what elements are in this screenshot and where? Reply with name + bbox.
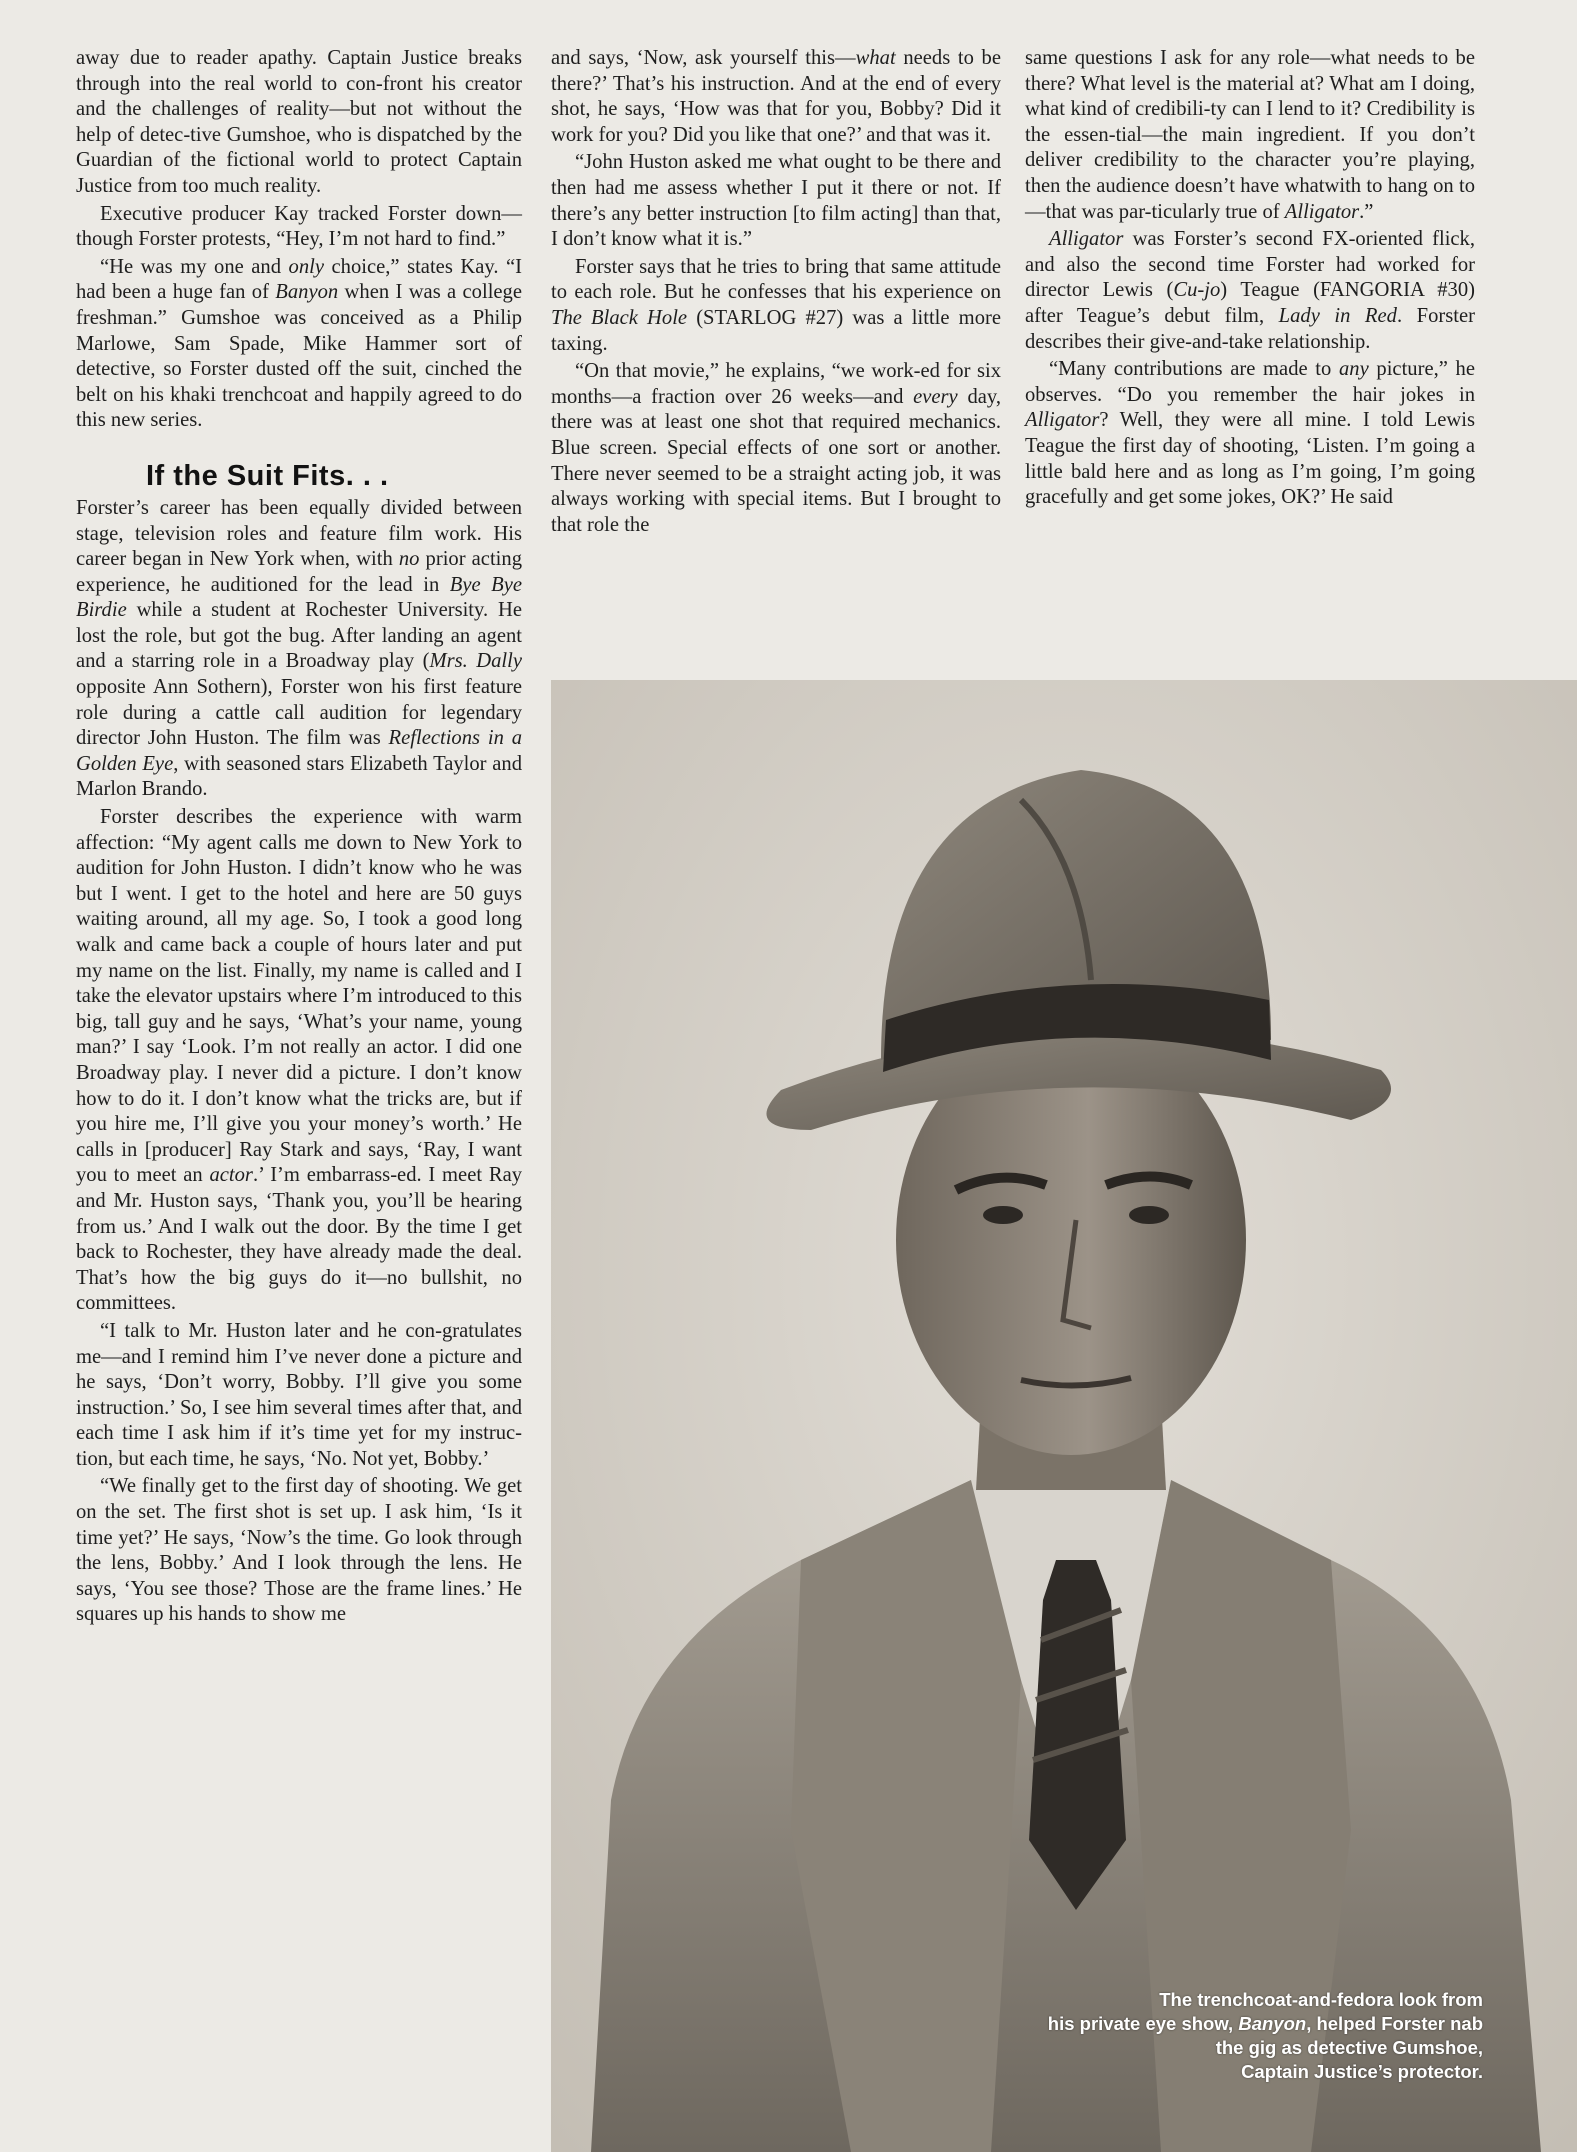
- paragraph: Forster says that he tries to bring that same attitude to each role. But he confesses that his experience on The Black Hole (STARLOG #27) was a little more taxing.: [551, 255, 1001, 355]
- caption-line: The trenchcoat-and-fedora look from: [1159, 1989, 1483, 2010]
- paragraph: “He was my one and only choice,” states Kay. “I had been a huge fan of Banyon when I was a college freshman.” Gumshoe was conceived as a Philip Marlowe, Sam Spade, Mike Hammer sort of detective, so Forster dusted off the suit, cinched the belt on his khaki trenchcoat and happily agreed to do this new series.: [76, 255, 522, 432]
- paragraph: Alligator was Forster’s second FX-oriented flick, and also the second time Forster had worked for director Lewis (Cu-jo) Teague (FANGORIA #30) after Teague’s debut film, Lady in Red. Forster describes their give-and-take relationship.: [1025, 228, 1475, 353]
- article-column-3: [1025, 46, 1475, 513]
- photo-caption: [923, 1988, 1483, 2084]
- article-column-2: [551, 46, 1001, 540]
- paragraph: Executive producer Kay tracked Forster down—though Forster protests, “Hey, I’m not hard to find.”: [76, 202, 522, 251]
- paragraph: “Many contributions are made to any picture,” he observes. “Do you remember the hair jokes in Alligator? Well, they were all mine. I told Lewis Teague the first day of shooting, ‘Listen. I’m going a little bald here and as long as I’m going, I’m going gracefully and get some jokes, OK?’ He said: [1025, 358, 1475, 509]
- paragraph: “John Huston asked me what ought to be there and then had me assess whether I put it there or not. If there’s any better instruction [to film acting] than that, I don’t know what it is.”: [551, 151, 1001, 251]
- paragraph: “I talk to Mr. Huston later and he con-gratulates me—and I remind him I’ve never done a picture and he says, ‘Don’t worry, Bobby. I’ll give you some instruction.’ So, I see him several times after that, and each time I ask him if it’s time yet for my instruc-tion, but each time, he says, ‘No. Not yet, Bobby.’: [76, 1319, 522, 1470]
- section-heading: If the Suit Fits. . .: [146, 459, 389, 492]
- paragraph: Forster’s career has been equally divided between stage, television roles and feature film work. His career began in New York when, with no prior acting experience, he auditioned for the lead in Bye Bye Birdie while a student at Rochester University. He lost the role, but got the bug. After landing an agent and a starring role in a Broadway play (Mrs. Dally opposite Ann Sothern), Forster won his first feature role during a cattle call audition for legendary director John Huston. The film was Reflections in a Golden Eye, with seasoned stars Elizabeth Taylor and Marlon Brando.: [76, 496, 523, 801]
- paragraph: and says, ‘Now, ask yourself this—what needs to be there?’ That’s his instruction. And at the end of every shot, he says, ‘How was that for you, Bobby? Did it work for you? Did you like that one?’ and that was it.: [551, 47, 1001, 146]
- caption-line: his private eye show, Banyon, helped Forster nab: [1047, 2013, 1483, 2034]
- caption-line: Captain Justice’s protector.: [1241, 2061, 1483, 2082]
- paragraph: “We finally get to the first day of shooting. We get on the set. The first shot is set up. I ask him, ‘Is it time yet?’ He says, ‘Now’s the time. Go look through the lens, Bobby.’ And I look through the lens. He says, ‘You see those? Those are the frame lines.’ He squares up his hands to show me: [76, 1475, 522, 1626]
- caption-line: the gig as detective Gumshoe,: [1215, 2037, 1483, 2058]
- portrait-illustration: [551, 680, 1577, 2152]
- paragraph: same questions I ask for any role—what needs to be there? What level is the material at? What am I doing, what kind of credibili-ty can I lend to it? Credibility is the essen-tial—the main ingredient. If you don’t deliver credibility to the character you’re playing, then the audience doesn’t have whatwith to hang on to—that was par-ticularly true of Alligator.”: [1025, 47, 1475, 223]
- paragraph: Forster describes the experience with warm affection: “My agent calls me down to New York to audition for John Huston. I didn’t know who he was but I went. I get to the hotel and here are 50 guys waiting around, all my age. So, I took a good long walk and came back a couple of hours later and put my name on the list. Finally, my name is called and I take the elevator upstairs where I’m introduced to this big, tall guy and he says, ‘What’s your name, young man?’ I say ‘Look. I’m not really an actor. I did one Broadway play. I never did a picture. I don’t know how to do it. I don’t know what the tricks are, but if you hire me, I’ll give you your money’s worth.’ He calls in [producer] Ray Stark and says, ‘Ray, I want you to meet an actor.’ I’m embarrass-ed. I meet Ray and Mr. Huston says, ‘Thank you, you’ll be hearing from us.’ And I walk out the door. By the time I get back to Rochester, they have already made the deal. That’s how the big guys do it—no bullshit, no committees.: [76, 806, 523, 1315]
- paragraph: “On that movie,” he explains, “we work-ed for six months—a fraction over 26 weeks—and every day, there was at least one shot that required mechanics. Blue screen. Special effects of one sort or another. There never seemed to be a straight acting job, it was always working with special items. But I brought to that role the: [551, 360, 1001, 536]
- paragraph: away due to reader apathy. Captain Justice breaks through into the real world to con-front his creator and the challenges of reality—but not without the help of detec-tive Gumshoe, who is dispatched by the Guardian of the fictional world to protect Captain Justice from too much reality.: [76, 47, 522, 197]
- portrait-photo: [551, 680, 1577, 2152]
- article-column-1: [76, 46, 522, 1630]
